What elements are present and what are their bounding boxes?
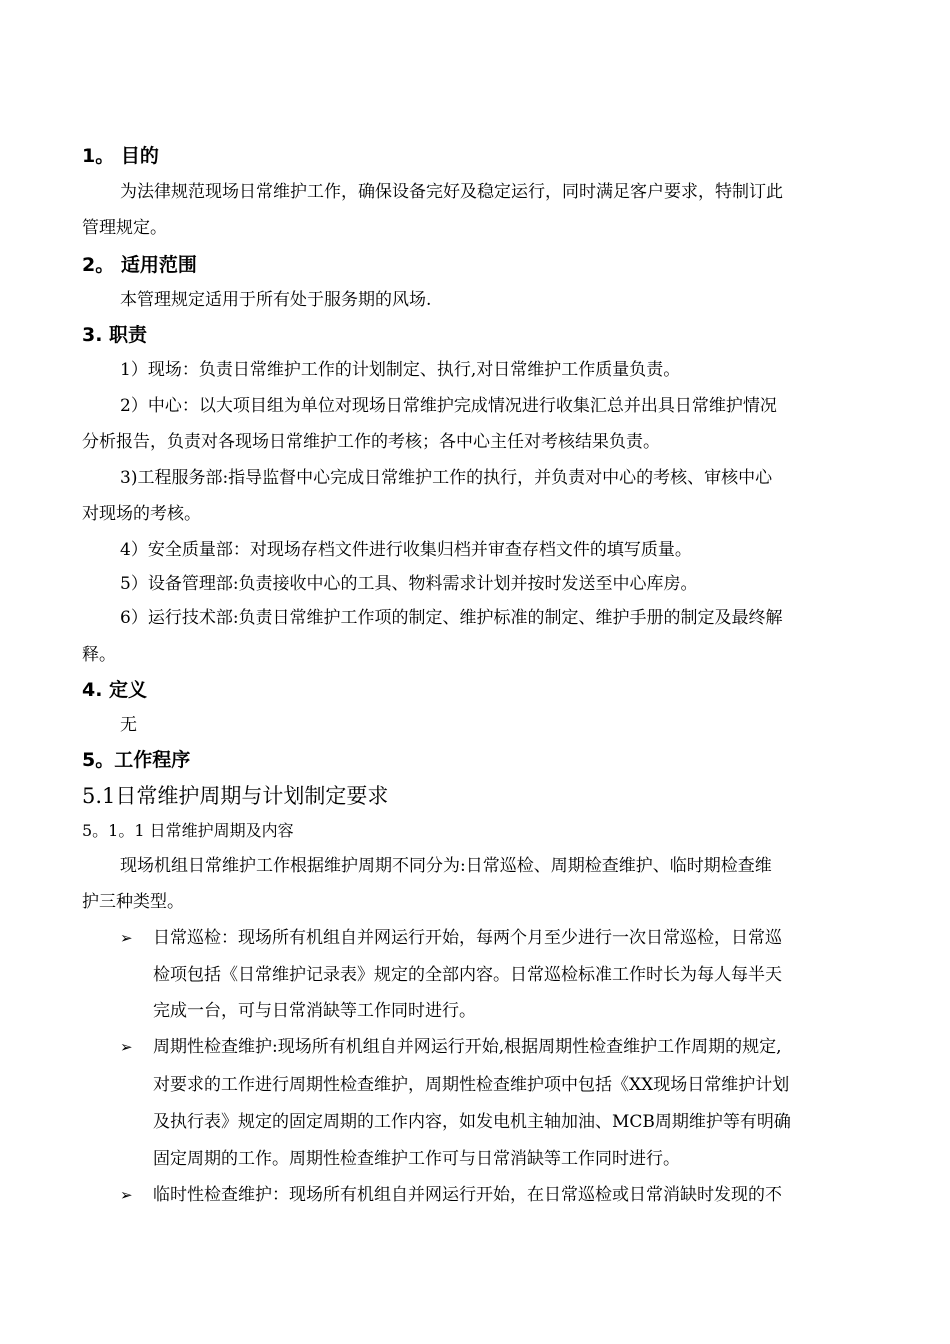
- section-2-paragraph-line: 本管理规定适用于所有处于服务期的风场.: [120, 290, 432, 310]
- bullet-item-line: 及执行表》规定的固定周期的工作内容，如发电机主轴加油、MCB周期维护等有明确: [153, 1112, 791, 1132]
- bullet-item-line: 对要求的工作进行周期性检查维护，周期性检查维护项中包括《XX现场日常维护计划: [153, 1075, 790, 1095]
- section-1-heading: 1。 目的: [82, 145, 159, 167]
- section-5-heading: 5。工作程序: [82, 749, 191, 771]
- subsection-5-1-1-heading: 5。1。1 日常维护周期及内容: [82, 821, 294, 840]
- section-5-paragraph-line: 护三种类型。: [82, 892, 184, 912]
- responsibility-line: 1）现场：负责日常维护工作的计划制定、执行,对日常维护工作质量负责。: [120, 360, 681, 380]
- bullet-arrow-icon: ➢: [120, 1038, 133, 1056]
- responsibility-line: 4）安全质量部：对现场存档文件进行收集归档并审查存档文件的填写质量。: [120, 540, 692, 560]
- section-1-paragraph-line: 管理规定。: [82, 218, 167, 238]
- bullet-item-line: 完成一台，可与日常消缺等工作同时进行。: [153, 1001, 476, 1021]
- bullet-item-line: 检项包括《日常维护记录表》规定的全部内容。日常巡检标准工作时长为每人每半天: [153, 965, 782, 985]
- responsibility-line: 6）运行技术部:负责日常维护工作项的制定、维护标准的制定、维护手册的制定及最终解: [120, 608, 783, 628]
- section-4-heading: 4. 定义: [82, 679, 148, 701]
- responsibility-line: 3)工程服务部:指导监督中心完成日常维护工作的执行，并负责对中心的考核、审核中心: [120, 468, 773, 488]
- section-4-paragraph-line: 无: [120, 715, 137, 735]
- section-2-heading: 2。 适用范围: [82, 254, 197, 276]
- section-1-paragraph-line: 为法律规范现场日常维护工作，确保设备完好及稳定运行，同时满足客户要求，特制订此: [120, 182, 783, 202]
- bullet-item-line: 日常巡检：现场所有机组自并网运行开始，每两个月至少进行一次日常巡检，日常巡: [153, 928, 782, 948]
- responsibility-line: 2）中心：以大项目组为单位对现场日常维护完成情况进行收集汇总并出具日常维护情况: [120, 396, 777, 416]
- section-5-paragraph-line: 现场机组日常维护工作根据维护周期不同分为:日常巡检、周期检查维护、临时期检查维: [120, 856, 772, 876]
- responsibility-line: 分析报告，负责对各现场日常维护工作的考核；各中心主任对考核结果负责。: [82, 432, 660, 452]
- bullet-item-line: 固定周期的工作。周期性检查维护工作可与日常消缺等工作同时进行。: [153, 1149, 680, 1169]
- bullet-arrow-icon: ➢: [120, 929, 133, 947]
- subsection-5-1-heading: 5.1日常维护周期与计划制定要求: [82, 784, 389, 808]
- bullet-item-line: 周期性检查维护:现场所有机组自并网运行开始,根据周期性检查维护工作周期的规定,: [153, 1037, 782, 1057]
- responsibility-line: 5）设备管理部:负责接收中心的工具、物料需求计划并按时发送至中心库房。: [120, 574, 698, 594]
- bullet-arrow-icon: ➢: [120, 1186, 133, 1204]
- section-3-heading: 3. 职责: [82, 324, 148, 346]
- responsibility-line: 释。: [82, 645, 116, 665]
- bullet-item-line: 临时性检查维护：现场所有机组自并网运行开始，在日常巡检或日常消缺时发现的不: [153, 1185, 782, 1205]
- responsibility-line: 对现场的考核。: [82, 504, 201, 524]
